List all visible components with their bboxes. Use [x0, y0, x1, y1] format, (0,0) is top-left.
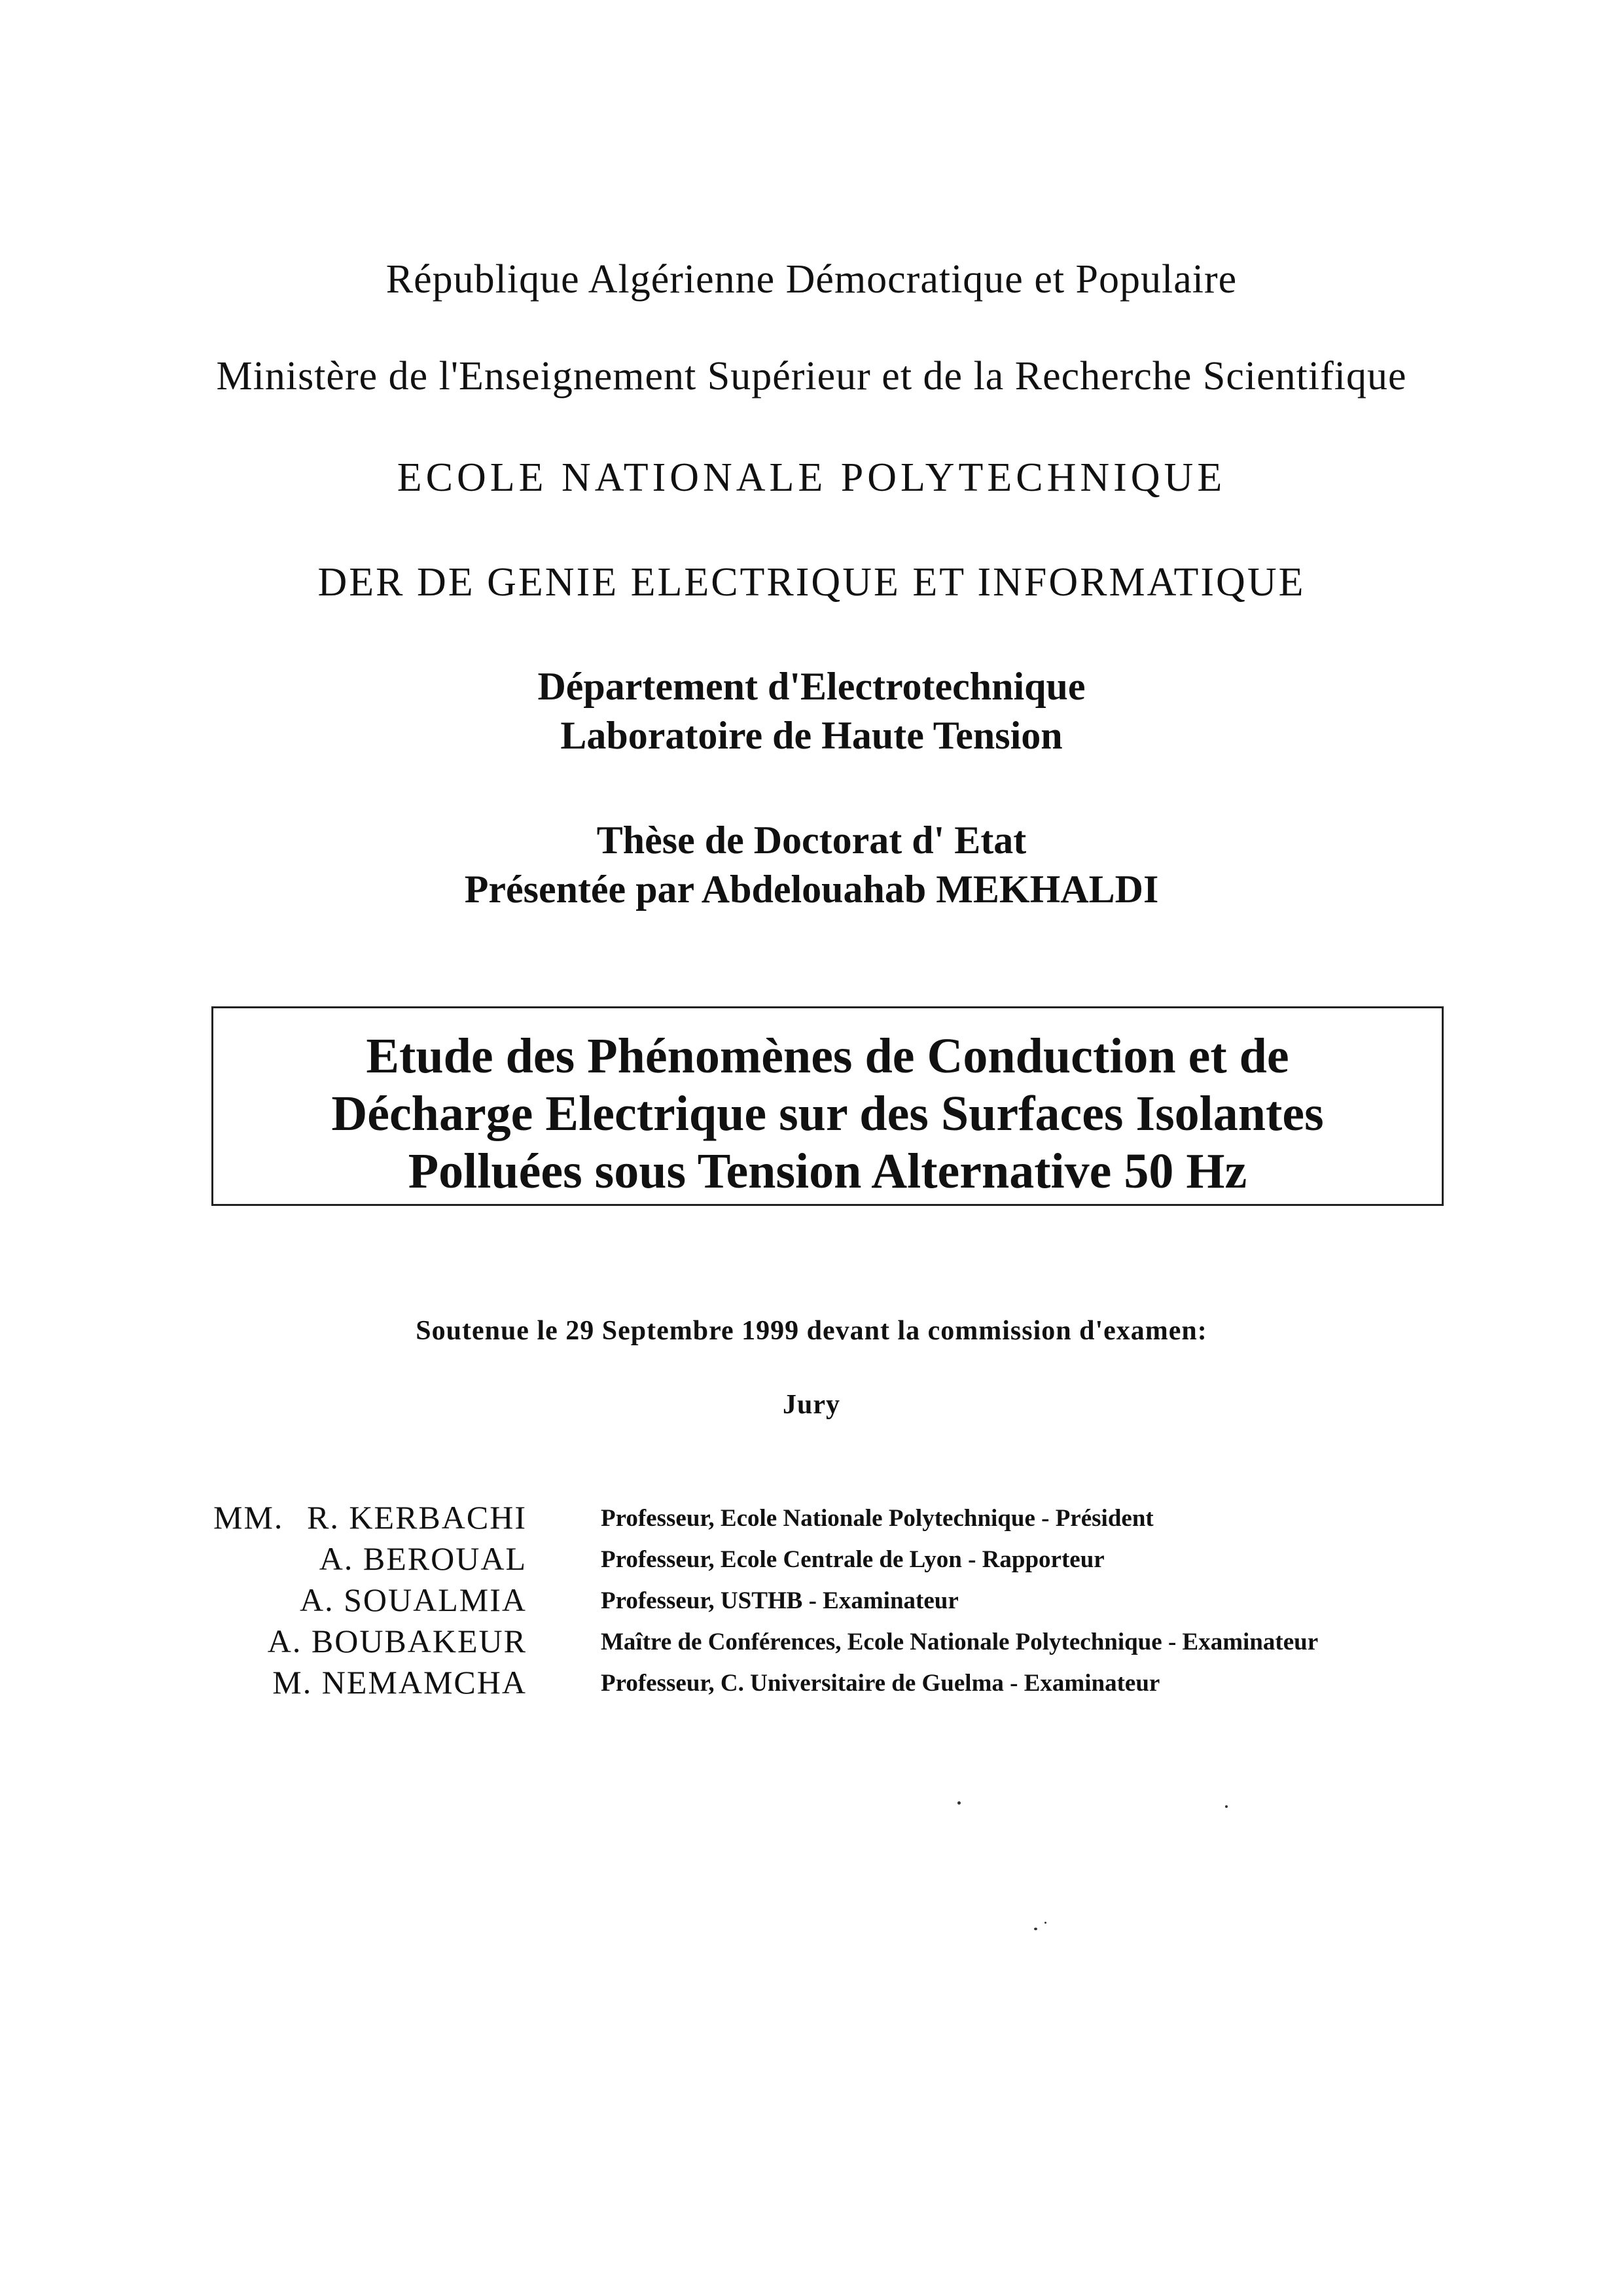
thesis-title-line-3: Polluées sous Tension Alternative 50 Hz — [408, 1144, 1247, 1199]
scan-speck — [1034, 1928, 1037, 1930]
jury-member-role: Professeur, USTHB - Examinateur — [601, 1587, 959, 1614]
jury-member — [0, 1622, 1623, 1661]
jury-member-name: R. KERBACHI — [307, 1499, 527, 1536]
jury-member — [0, 1498, 1623, 1538]
republic-heading: République Algérienne Démocratique et Populaire — [385, 257, 1238, 302]
jury-member — [0, 1581, 1623, 1620]
scan-speck — [957, 1801, 961, 1805]
department-heading: Département d'Electrotechnique — [537, 665, 1086, 708]
jury-member-name: A. BEROUAL — [319, 1540, 527, 1577]
jury-member-role: Professeur, C. Universitaire de Guelma - Examinateur — [601, 1670, 1160, 1697]
defense-statement: Soutenue le 29 Septembre 1999 devant la commission d'examen: — [416, 1316, 1207, 1346]
thesis-title-line-2: Décharge Electrique sur des Surfaces Isolantes — [331, 1086, 1324, 1141]
jury-member — [0, 1540, 1623, 1579]
school-heading: ECOLE NATIONALE POLYTECHNIQUE — [397, 455, 1226, 500]
author-line: Présentée par Abdelouahab MEKHALDI — [464, 868, 1159, 911]
jury-member-name: A. SOUALMIA — [300, 1581, 527, 1618]
jury-member — [0, 1663, 1623, 1703]
laboratory-heading: Laboratoire de Haute Tension — [560, 714, 1063, 757]
ministry-heading: Ministère de l'Enseignement Supérieur et de la Recherche Scientifique — [216, 354, 1407, 398]
jury-member-name: M. NEMAMCHA — [272, 1664, 527, 1701]
thesis-type: Thèse de Doctorat d' Etat — [596, 819, 1027, 862]
jury-member-role: Professeur, Ecole Centrale de Lyon - Rapporteur — [601, 1546, 1105, 1573]
thesis-title-box — [211, 1006, 1444, 1206]
jury-label: Jury — [783, 1390, 840, 1420]
jury-member-role: Professeur, Ecole Nationale Polytechnique - Président — [601, 1505, 1154, 1532]
jury-member-name: A. BOUBAKEUR — [267, 1623, 527, 1659]
jury-prefix: MM. — [213, 1499, 284, 1536]
scan-speck — [1225, 1805, 1228, 1808]
der-heading: DER DE GENIE ELECTRIQUE ET INFORMATIQUE — [317, 560, 1306, 605]
thesis-title-line-1: Etude des Phénomènes de Conduction et de — [366, 1029, 1289, 1084]
scan-speck — [1044, 1922, 1046, 1924]
jury-member-role: Maître de Conférences, Ecole Nationale Polytechnique - Examinateur — [601, 1629, 1319, 1655]
